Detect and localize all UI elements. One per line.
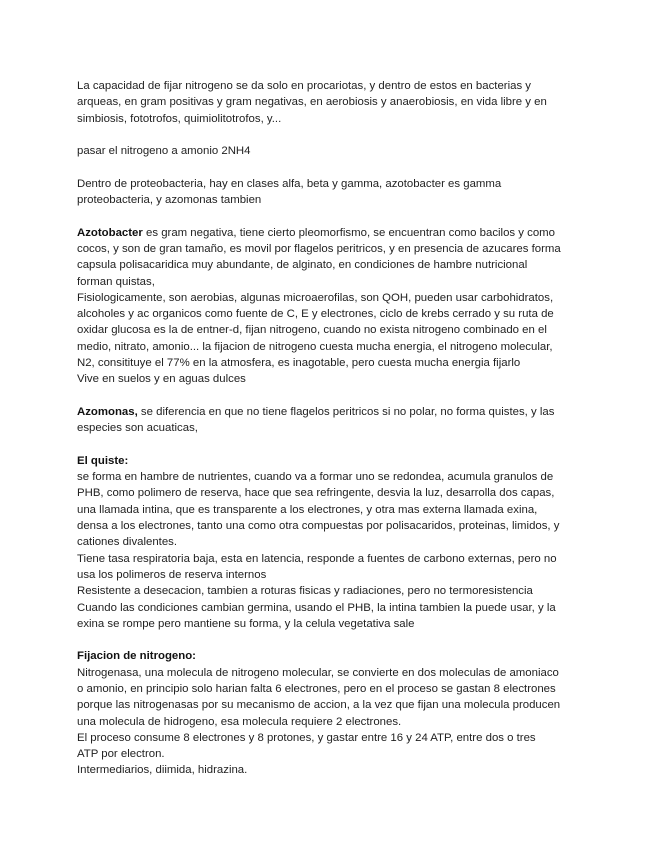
text-line: usa los polimeros de reserva internos bbox=[77, 568, 267, 581]
paragraph-proteobacteria bbox=[77, 176, 577, 209]
section-azotobacter bbox=[77, 225, 577, 388]
paragraph-amonio bbox=[77, 143, 577, 159]
text-line: se forma en hambre de nutrientes, cuando va a formar uno se redondea, acumula granulos de bbox=[77, 471, 554, 484]
text-line: Dentro de proteobacteria, hay en clases alfa, beta y gamma, azotobacter es gamma bbox=[77, 177, 502, 190]
text-line: arqueas, en gram positivas y gram negativas, en aerobiosis y anaerobiosis, en vida libre y en bbox=[77, 96, 547, 109]
text-line: Nitrogenasa, una molecula de nitrogeno molecular, se convierte en dos moleculas de amoniaco bbox=[77, 666, 559, 679]
text-line: Vive en suelos y en aguas dulces bbox=[77, 373, 246, 386]
text-line: cocos, y son de gran tamaño, es movil por flagelos peritricos, y en presencia de azucares forma bbox=[77, 242, 561, 255]
text-line: El proceso consume 8 electrones y 8 protones, y gastar entre 16 y 24 ATP, entre dos o tres bbox=[77, 731, 536, 744]
text-line: exina se rompe pero mantiene su forma, y la celula vegetativa sale bbox=[77, 617, 415, 630]
text-line: alcoholes y ac organicos como fuente de C, E y electrones, ciclo de krebs cerrado y su ruta de bbox=[77, 308, 554, 321]
text-line bbox=[77, 404, 577, 420]
text-line: densa a los electrones, tanto una como otra compuestas por polisacaridos, proteinas, limidos, y bbox=[77, 520, 560, 533]
text-line: simbiosis, fototrofos, quimiolitotrofos, y... bbox=[77, 112, 282, 125]
text-line: Fisiologicamente, son aerobias, algunas microaerofilas, son QOH, pueden usar carbohidratos, bbox=[77, 291, 554, 304]
text-line: especies son acuaticas, bbox=[77, 422, 198, 435]
text-line: N2, consitituye el 77% en la atmosfera, es inagotable, pero cuesta mucha energia fijarlo bbox=[77, 357, 521, 370]
text-line: PHB, como polimero de reserva, hace que sea refringente, desvia la luz, desarrolla dos capas, bbox=[77, 487, 555, 500]
text-line: una llamada intina, que es transparente a los electrones, y otra mas externa llamada exina, bbox=[77, 503, 538, 516]
section-quiste bbox=[77, 453, 577, 632]
text-line: La capacidad de fijar nitrogeno se da solo en procariotas, y dentro de estos en bacterias y bbox=[77, 80, 532, 92]
azotobacter-first-line: es gram negativa, tiene cierto pleomorfismo, se encuentran como bacilos y como bbox=[142, 226, 555, 239]
text-line: capsula polisacaridica muy abundante, de alginato, en condiciones de hambre nutricional bbox=[77, 259, 528, 272]
text-line: Resistente a desecacion, tambien a roturas fisicas y radiaciones, pero no termoresistencia bbox=[77, 585, 533, 598]
section-fijacion bbox=[77, 648, 577, 778]
azotobacter-heading: Azotobacter bbox=[77, 226, 143, 239]
azomonas-first-line: se diferencia en que no tiene flagelos peritricos si no polar, no forma quistes, y las bbox=[137, 405, 555, 418]
text-line: proteobacteria, y azomonas tambien bbox=[77, 194, 262, 207]
fijacion-heading: Fijacion de nitrogeno: bbox=[77, 650, 196, 663]
azomonas-heading: Azomonas, bbox=[77, 405, 138, 418]
text-line: Intermediarios, diimida, hidrazina. bbox=[77, 764, 248, 777]
section-azomonas bbox=[77, 404, 577, 437]
text-line: ATP por electron. bbox=[77, 748, 165, 761]
text-line: forman quistas, bbox=[77, 275, 155, 288]
text-line: pasar el nitrogeno a amonio 2NH4 bbox=[77, 145, 251, 158]
text-line: Cuando las condiciones cambian germina, usando el PHB, la intina tambien la puede usar, y la bbox=[77, 601, 556, 614]
text-line: oxidar glucosa es la de entner-d, fijan nitrogeno, cuando no exista nitrogeno combinado en el bbox=[77, 324, 547, 337]
text-line: o amonio, en principio solo harian falta 6 electrones, pero en el proceso se gastan 8 electrones bbox=[77, 682, 556, 695]
text-line bbox=[77, 225, 577, 241]
text-line: una molecula de hidrogeno, esa molecula requiere 2 electrones. bbox=[77, 715, 402, 728]
paragraph-intro bbox=[77, 78, 577, 127]
quiste-heading: El quiste: bbox=[77, 454, 129, 467]
text-line: medio, nitrato, amonio... la fijacion de nitrogeno cuesta mucha energia, el nitrogeno molecular, bbox=[77, 340, 553, 353]
document-page bbox=[77, 78, 577, 795]
text-line: cationes divalentes. bbox=[77, 536, 178, 549]
text-line: porque las nitrogenasas por su mecanismo de accion, a la vez que fijan una molecula producen bbox=[77, 699, 561, 712]
text-line: Tiene tasa respiratoria baja, esta en latencia, responde a fuentes de carbono externas, pero no bbox=[77, 552, 557, 565]
